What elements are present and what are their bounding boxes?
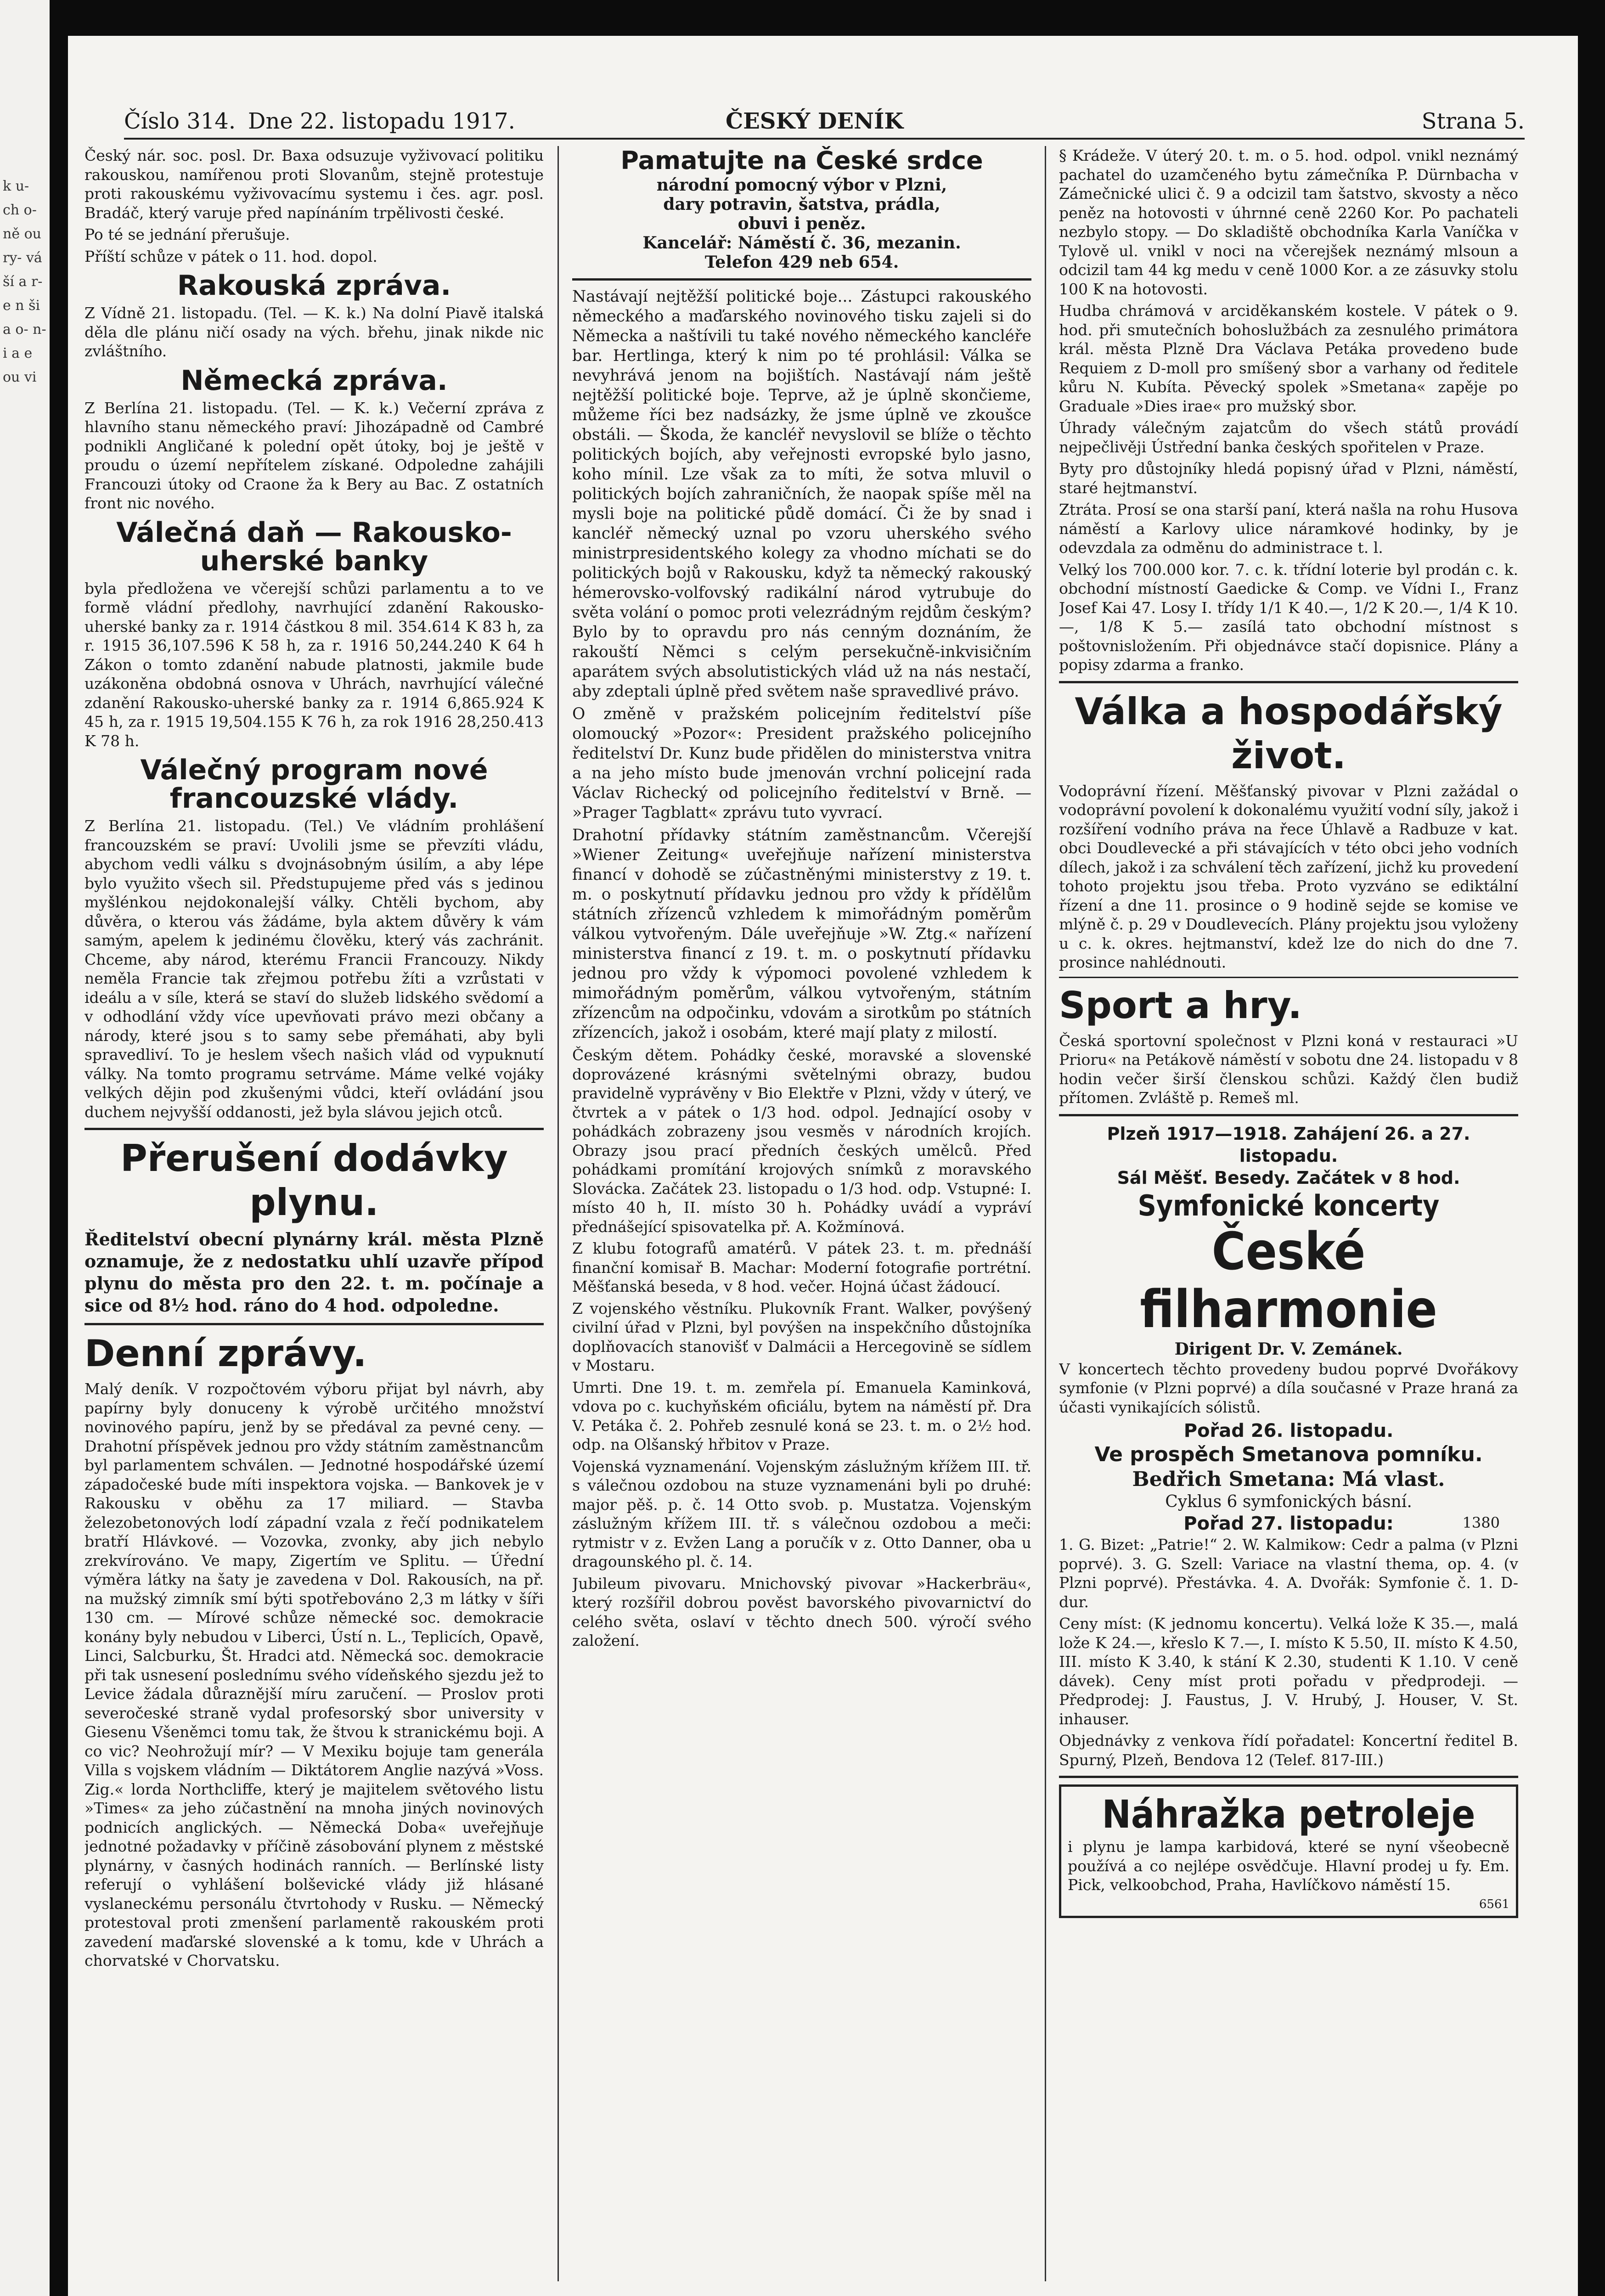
column-2: [572, 146, 1031, 2295]
article-paragraph: § Krádeže. V úterý 20. t. m. o 5. hod. odpol. vnikl neznámý pachatel do uzamčeného bytu zámečníka P. Dürnbacha v Zámečnické ulici č. 9 a odcizil tam šatstvo, skvosty a něco peněz na hotovosti v úhrnné ceně 2260 Kor. Po pachateli nezbylo stopy. — Do skladiště obchodníka Karla Vaníčka v Tylově ul. vnikl v noci na včerejšek neznámý mlsoun a odcizil tam 44 kg medu v ceně 1000 Kor. a ze zásuvky stolu 100 K na hotovosti.: [1059, 146, 1518, 298]
concert-cycle: Cyklus 6 symfonických básní.: [1165, 1492, 1412, 1511]
article-paragraph: Umrti. Dne 19. t. m. zemřela pí. Emanuela Kaminková, vdova po c. kuchyňském oficiálu, bytem na náměstí př. Dra V. Petáka č. 2. Pohřeb zesnulé koná se 23. t. m. o 2½ hod. odp. na Olšanský hřbitov v Praze.: [572, 1378, 1031, 1453]
heading-daily-news: Denní zprávy.: [84, 1332, 367, 1375]
box-title: Pamatujte na České srdce: [620, 146, 983, 175]
article-paragraph: Český nár. soc. posl. Dr. Baxa odsuzuje vyživovací politiku rakouskou, namířenou proti Slovanům, stejně protestuje proti rakouskému vyživovacímu systemu i čes. agr. posl. Bradáč, který varuje před napínáním trpělivosti české.: [84, 146, 544, 222]
article-paragraph: Z vojenského věstníku. Plukovník Frant. Walker, povýšený civilní úřad v Plzni, byl povýšen na inspekčního důstojníka doplňovacích stanovišť v Dalmácii a Hercegovině se sídlem v Mostaru.: [572, 1299, 1031, 1374]
newspaper-page: [68, 36, 1578, 2296]
concert-smetana: Bedřich Smetana: Má vlast.: [1132, 1468, 1445, 1491]
article-paragraph: Byty pro důstojníky hledá popisný úřad v Plzni, náměstí, staré hejtmanství.: [1059, 460, 1518, 497]
article-paragraph: Českým dětem. Pohádky české, moravské a slovenské doprovázené krásnými světelnými obrazy, budou pravidelně vyprávěny v Bio Elektře v Plzni, vždy v úterý, ve čtvrtek a v pátek o 1/3 hod. odpol. Jednající osoby v pohádkách zobrazeny jsou vesměs v národních krojích. Obrazy jsou prací předních českých umělců. Před pohádkami promítání krojových snímků z moravského Slovácka. Začátek 23. listopadu o 1/3 hod. odp. Vstupné: I. místo 40 h, II. místo 30 h. Pohádky uvádí a vypráví přednášející spisovatelka př. A. Kožmínová.: [572, 1046, 1031, 1236]
concert-program-26: Pořad 26. listopadu.: [1183, 1420, 1394, 1441]
concert-series: Symfonické koncerty: [1138, 1188, 1440, 1222]
article-paragraph: Z klubu fotografů amatérů. V pátek 23. t. m. přednáší finanční komisař B. Machar: Moderní fotografie portrétní. Měšťanská beseda, v 8 hod. večer. Hojná účast žádoucí.: [572, 1239, 1031, 1295]
article-paragraph: Úhrady válečným zajatcům do všech států provádí nejpečlivěji Ústřední banka českých spořitelen v Praze.: [1059, 419, 1518, 456]
section-rule: [1059, 1776, 1518, 1778]
heading-austrian-report: Rakouská zpráva.: [177, 270, 451, 302]
column-1: [84, 146, 544, 2295]
article-paragraph: Jubileum pivovaru. Mnichovský pivovar »Hackerbräu«, který rozšířil dobrou pověst bavorského pivovarnictví do celého světa, oslaví v těchto dnech 500. výročí svého založení.: [572, 1574, 1031, 1649]
ceske-srdce-box: [572, 146, 1031, 272]
article-paragraph: byla předložena ve včerejší schůzi parlamentu a to ve formě vládní předlohy, navrhující zdanění Rakousko-uherské banky za r. 1914 částkou 8 mil. 354.614 K 83 h, za r. 1915 36,107.596 K 58 h, za r. 1916 50,244.240 K 64 h Zákon o tomto zdanění nabude platnosti, jakmile bude uzákoněna obdobná osnova v Uhrách, navrhující válečné zdanění Rakousko-uherské banky za r. 1914 6,865.924 K 45 h, za r. 1915 19,504.155 K 76 h, za rok 1916 28,250.413 K 78 h.: [84, 579, 544, 750]
article-paragraph: Nastávají nejtěžší politické boje... Zástupci rakouského německého a maďarského novinového tisku zajeli si do Německa a naštívili tu také nového německého kancléře bar. Hertlinga, který k nim po té prohlásil: Válka se nevyhrává jenom na bojištích. Nastávají nám ještě nejtěžší politické boje. Teprve, až je úplně skončieme, můžeme říci bez nadsázky, že jsme úplně ve zkoušce obstáli. — Škoda, že kancléř nevyslovil se blíže o těchto politických bojích, aby veřejnosti evropské bylo jasno, koho mínil. Lze však za to míti, že sotva mluvil o politických bojích zahraničních, že naopak spíše měl na mysli boje na politické půdě domácí. Či že by snad i kancléř německý uznal po vzoru uherského svého ministrpresidentského kolegy za vhodno míchati se do politických bojů v Rakousku, když ta německý rakouský hémerovsko-volfovský radikální národ vytrubuje do světa volání o pomoc proti velezrádným rejdům českým? Bylo by to opravdu pro nás cenným doznáním, že rakouští Němci s celým persekučně-inkvisičním aparátem svých absolutistických vlád už na nás nestačí, aby zdeptali úplně před světem naše spravedlivé právo.: [572, 287, 1031, 701]
article-paragraph: Hudba chrámová v arciděkanském kostele. V pátek o 9. hod. při smutečních bohoslužbách za zesnulého primátora král. města Plzně Dra Václava Petáka provedeno bude Requiem z D-moll pro smíšený sbor a varhany od ředitele kůru N. Kubíta. Pěvecký spolek »Smetana« zapěje po Graduale »Dies irae« pro mužský sbor.: [1059, 302, 1518, 415]
concert-dates: Plzeň 1917—1918. Zahájení 26. a 27. listopadu.: [1107, 1123, 1470, 1166]
petroleum-substitute-ad: [1059, 1784, 1518, 1918]
box-line: dary potravin, šatstva, prádla,: [663, 195, 940, 214]
article-paragraph: O změně v pražském policejním ředitelství píše olomoucký »Pozor«: President pražského policejního ředitelství Dr. Kunz bude přidělen do ministerstva vnitra a na jeho místo bude jmenován vrchní policejní rada Václav Richecký od policejního ředitelství v Brně. — »Prager Tagblatt« zprávu tuto vyvrací.: [572, 705, 1031, 822]
heading-french-program: Válečný program nové francouzské vlády.: [140, 754, 488, 815]
section-rule: [1059, 681, 1518, 683]
column-rule-1: [558, 146, 559, 2281]
concert-orchestra: České filharmonie: [1140, 1221, 1437, 1339]
page-number: Strana 5.: [1421, 108, 1525, 134]
article-paragraph: Drahotní přídavky státním zaměstnancům. Včerejší »Wiener Zeitung« uveřejňuje nařízení ministerstva financí v dohodě se zúčastněnými ministerstvy z 19. t. m. o poskytnutí přídavku jednou pro vždy k přídělům státních zřízenců vzhledem k mimořádným poměrům válkou vytvořeným. Dále uveřejňuje »W. Ztg.« nařízení ministerstva financí z 19. t. m. o poskytnutí přídavku jednou pro vždy k výpomoci povolené vzhledem k mimořádným poměrům, válkou vytvořeným, státním zřízencům na odpočinku, vdovám a sirotkům po státních zřízencích, jakož i osobám, které mají platy z milostí.: [572, 826, 1031, 1042]
heading-sport: Sport a hry.: [1059, 984, 1302, 1027]
ad-title: Náhražka petroleje: [1102, 1792, 1475, 1837]
concert-text: V koncertech těchto provedeny budou poprvé Dvořákovy symfonie (v Plzni poprvé) a díla současné v Praze hraná za účasti vynikajících sólistů.: [1059, 1360, 1518, 1416]
article-paragraph: Z Berlína 21. listopadu. (Tel.) Ve vládním prohlášení francouzském se praví: Uvolili jsme se převzíti vládu, abychom vedli válku s dvojnásobným úsilím, a aby lépe bylo využito všech sil. Předstupujeme před vás s jedinou myšlénkou nejdokonalejší války. Chtěli bychom, aby důvěra, o kterou vás žádáme, byla aktem důvěry k vám samým, apelem k jedinému člověku, který vás zachránit. Chceme, aby národ, kterému Francii Francouzy. Nikdy neměla Francie tak zřejmou potřebu žíti a vzrůstati v ideálu a v síle, která se staví do služeb lidského svědomí a v odhodlání vždy více upevňovati právo mezi občany a národy, které jsou s to samy sebe přemáhati, aby byli spravedliví. To je heslem všech našich vlád od vypuknutí války. Na tomto programu setrváme. Máme velké vojáky velkých dějin pod zkušenými vůdci, kteří ovládání jsou duchem nejvyšší oddanosti, jež byla slávou jejich otců.: [84, 817, 544, 1121]
box-line: Telefon 429 neb 654.: [704, 253, 899, 272]
article-paragraph: Z Berlína 21. listopadu. (Tel. — K. k.) Večerní zpráva z hlavního stanu německého praví: Jihozápadně od Cambré podnikli Angličané k polední opět útoky, boj je ještě v proudu o území nepřítelem získané. Odpoledne zahájili Francouzi útoky od Craone ža k Bery au Bac. Z ostatních front nic nového.: [84, 399, 544, 512]
concert-orders: Objednávky z venkova řídí pořadatel: Koncertní ředitel B. Spurný, Plzeň, Bendova 12 (Telef. 817-III.): [1059, 1732, 1518, 1769]
concert-advertisement: [1059, 1123, 1518, 1770]
article-paragraph: Vodoprávní řízení. Měšťanský pivovar v Plzni zažádal o vodoprávní povolení k dokonalému využití vodní síly, jakož i rozšíření vodního práva na řece Úhlavě a Radbuze v kat. obci Doudlevecké a při stávajících v této obci jeho vodních dílech, jakož i za schválení těch zařízení, jichž ku provedení tohoto projektu jsou třeba. Proto vyzváno se ediktální řízení a dne 11. prosince o 9 hodině sejde se komise ve mlýně č. p. 29 v Doudlevecích. Plány projektu jsou vyloženy u c. k. okres. hejtmanství, kdež lze do nich do dne 7. prosince nahlédnouti.: [1059, 782, 1518, 971]
section-rule: [572, 278, 1031, 281]
box-line: obuvi i peněz.: [738, 214, 866, 233]
paper-title: ČESKÝ DENÍK: [726, 108, 904, 134]
page-header: [124, 108, 1525, 136]
concert-conductor: Dirigent Dr. V. Zemánek.: [1174, 1339, 1403, 1359]
heading-war-tax: Válečná daň — Rakousko-uherské banky: [116, 516, 512, 577]
heading-gas-interruption: Přerušení dodávky plynu.: [120, 1137, 508, 1224]
concert-number: 1380: [1462, 1514, 1500, 1531]
article-paragraph: Vojenská vyznamenání. Vojenským záslužným křížem III. tř. s válečnou ozdobou na stuze vyznamenáni byli po druhé: major pěš. p. č. 14 Otto svob. p. Mustatza. Vojenským záslužným křížem III. tř. s válečnou ozdobou a meči: rytmistr v z. Evžen Lang a poručík v z. Otto Danner, oba u dragounského pl. č. 14.: [572, 1457, 1031, 1570]
previous-page-edge: [0, 0, 50, 2296]
article-paragraph: Malý deník. V rozpočtovém výboru přijat byl návrh, aby papírny byly donuceny k výrobě určitého množství novinového papíru, jenž by se předával za pevné ceny. — Drahotní příspěvek jednou pro vždy státním zaměstnancům byl parlamentem schválen. — Jednotné hospodářské území západočeské bude míti inspektora vojska. — Bankovek je v Rakousku v oběhu za 17 miliard. — Stavba železobetonových lodí západní vzala z řečí podnikatelem bratří Hlávkové. — Vozovka, zvonky, aby jich nebylo zrekvírováno. Ve mapy, Zigertím ve Splitu. — Úřední výměra látky na šaty je zavedena v Dol. Rakousích, na př. na mužský zimník smí býti spotřebováno 2,3 m látky v šíři 130 cm. — Mírové schůze německé soc. demokracie konány byly nebudou v Liberci, Ústí n. L., Teplicích, Opavě, Linci, Salcburku, Št. Hradci atd. Německá soc. demokracie při tak usnesení poslednímu svého vídeňského sjezdu jež to Levice žádala důraznější míru zaručení. — Proslov proti severočeské straně vydal profesorský sbor university v Giesenu Všeněmci tomu tak, že štvou k stranickému boji. A co vic? Neohrožují mír? — V Mexiku bojuje tam generála Villa s vojskem vládním — Diktátorem Anglie nazývá »Voss. Zig.« lorda Northcliffe, který je majitelem světového listu »Times« za jeho zúčastnění na mnoha jiných novinových podnicích anglických. — Německá Doba« uveřejňuje jednotné požadavky v příčině zásobování plynem z městské plynárny, v časných hodinách ranních. — Berlínské listy referují o vyhlášení bolševické vlády již hlásané vyslaneckému personálu čtvrtohody v Rusku. — Německý protestoval proti zmenšení parlamentě rakouském proti zavedení maďarské slovenské a k tomu, kde v Uhrách a chorvatské v Chorvatsku.: [84, 1380, 544, 1970]
article-paragraph: Příští schůze v pátek o 11. hod. dopol.: [84, 247, 377, 265]
gas-notice: Ředitelství obecní plynárny král. města Plzně oznamuje, že z nedostatku uhlí uzavře přípod plynu do města pro den 22. t. m. počínaje a sice od 8½ hod. ráno do 4 hod. odpoledne.: [84, 1229, 544, 1316]
section-rule: [1059, 1114, 1518, 1116]
section-rule: [84, 1323, 544, 1325]
section-rule: [1059, 977, 1518, 978]
heading-war-economy: Válka a hospodářský život.: [1075, 690, 1503, 777]
section-rule: [84, 1128, 544, 1130]
previous-page-text: k u- ch o- ně ou ry- vá ší a r- e n ši a o- n- i a e ou vi: [3, 178, 46, 385]
header-rule: [124, 138, 1525, 140]
ad-number: 6561: [1479, 1897, 1509, 1911]
issue-date: Dne 22. listopadu 1917.: [248, 108, 515, 134]
heading-german-report: Německá zpráva.: [180, 364, 448, 397]
box-line: Kancelář: Náměstí č. 36, mezanin.: [642, 233, 961, 253]
concert-program: 1. G. Bizet: „Patrie!“ 2. W. Kalmikow: Cedr a palma (v Plzni poprvé). 3. G. Szell: Variace na vlastní thema, op. 4. (v Plzni poprvé). Přestávka. 4. A. Dvořák: Symfonie č. 1. D-dur.: [1059, 1536, 1518, 1611]
box-line: národní pomocný výbor v Plzni,: [656, 175, 947, 195]
issue-number: Číslo 314.: [124, 108, 236, 134]
ad-text: i plynu je lampa karbidová, které se nyní všeobecně používá a co nejlépe osvědčuje. Hlavní prodej u fy. Em. Pick, velkoobchod, Praha, Havlíčkovo náměstí 15.: [1068, 1838, 1509, 1894]
concert-benefit: Ve prospěch Smetanova pomníku.: [1094, 1443, 1483, 1466]
concert-hall: Sál Měšť. Besedy. Začátek v 8 hod.: [1117, 1167, 1460, 1188]
article-paragraph: Ztráta. Prosí se ona starší paní, která našla na rohu Husova náměstí a Karlovy ulice náramkové hodinky, by je odevzdala za odměnu do administrace t. l.: [1059, 501, 1518, 557]
concert-program-27: Pořad 27. listopadu:: [1183, 1513, 1394, 1534]
article-paragraph: Po té se jednání přerušuje.: [84, 225, 290, 243]
column-3: [1059, 146, 1518, 2295]
concert-prices: Ceny míst: (K jednomu koncertu). Velká lože K 35.—, malá lože K 24.—, křeslo K 7.—, I. místo K 5.50, II. místo K 4.50, III. místo K 3.40, k stání K 2.30, studenti K 1.10. V ceně dávek). Ceny míst proti pořadu v předprodeji. — Předprodej: J. Faustus, J. V. Hrubý, J. Houser, V. St. inhauser.: [1059, 1615, 1518, 1728]
article-paragraph: Z Vídně 21. listopadu. (Tel. — K. k.) Na dolní Piavě italská děla dle plánu ničí osady na vých. břehu, jinak nikde nic zvláštního.: [84, 304, 544, 360]
article-paragraph: Velký los 700.000 kor. 7. c. k. třídní loterie byl prodán c. k. obchodní místností Gaedicke & Comp. ve Vídni I., Franz Josef Kai 47. Losy I. třídy 1/1 K 40.—, 1/2 K 20.—, 1/4 K 10.—, 1/8 K 5.— zasílá tato obchodní místnost s poštovnisložením. Při objednávce stačí dopisnice. Plány a popisy zdarma a franko.: [1059, 560, 1518, 674]
article-paragraph: Česká sportovní společnost v Plzni koná v restauraci »U Prioru« na Petákově náměstí v sobotu dne 24. listopadu v 8 hodin večer širší členskou schůzi. Každý člen budiž přítomen. Zvláště p. Remeš ml.: [1059, 1031, 1518, 1107]
column-rule-2: [1045, 146, 1046, 2281]
